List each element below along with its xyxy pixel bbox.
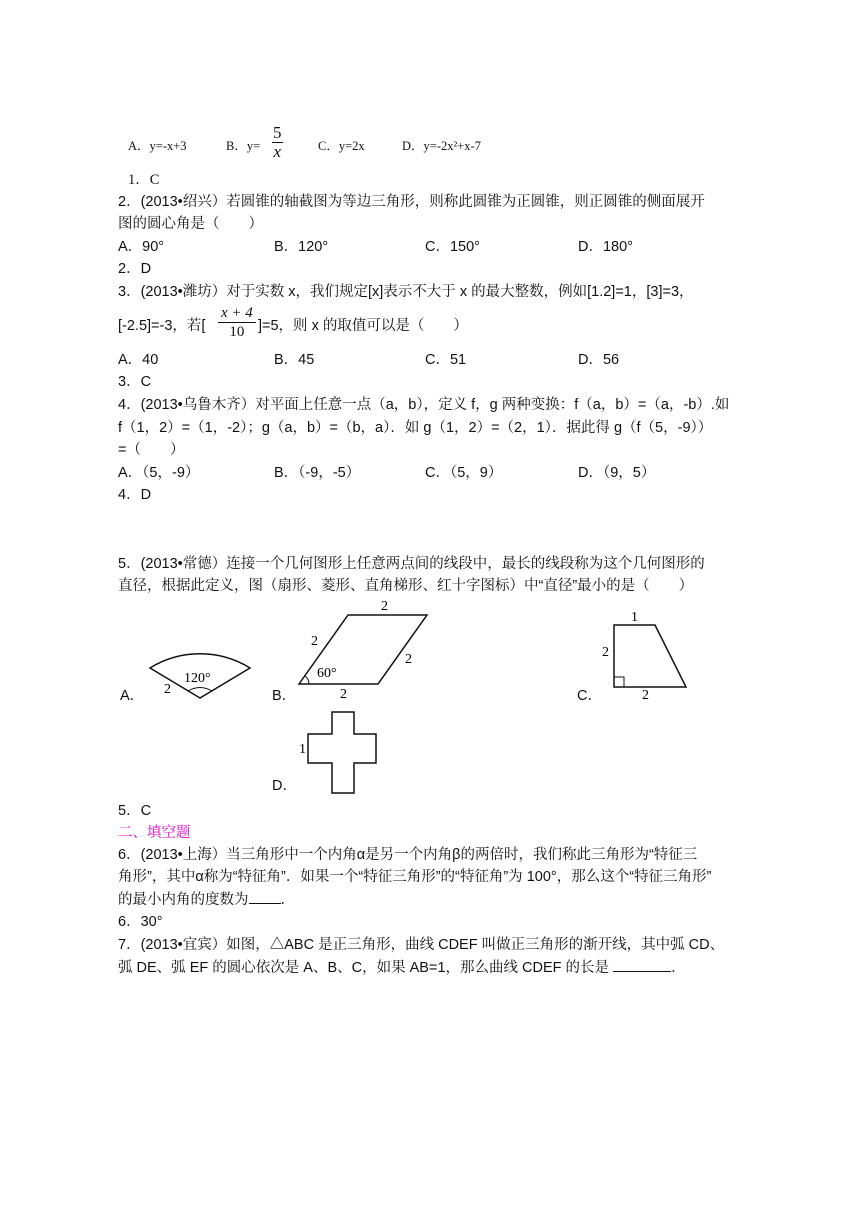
q4-option-c: C．（5，9） <box>425 465 503 481</box>
q3-answer: 3．C <box>118 374 152 390</box>
q3-option-a: A．40 <box>118 352 159 368</box>
q6-text-line3 <box>118 890 295 910</box>
q6-text-line2: 角形”，其中α称为“特征角”．如果一个“特征三角形”的“特征角”为 100°，那么这个“特征三角形” <box>118 869 712 885</box>
trapezoid-shape <box>614 625 686 687</box>
sector-side-label: 2 <box>164 682 171 697</box>
q2-option-d: D．180° <box>578 239 633 255</box>
q5-text-line1: 5．(2013•常德）连接一个几何图形上任意两点间的线段中，最长的线段称为这个几何图形的 <box>118 556 705 572</box>
q5-answer: 5．C <box>118 803 152 819</box>
q5-option-b: B． <box>272 688 297 704</box>
figure-c-trapezoid <box>598 605 698 705</box>
q6-text-line3-post: ． <box>280 892 295 908</box>
figure-d-cross <box>295 708 405 808</box>
rhombus-angle-label: 60° <box>317 666 337 681</box>
cross-shape <box>308 712 376 793</box>
q4-text-line3: =（ ） <box>118 442 185 458</box>
trapezoid-top-label: 1 <box>631 610 638 625</box>
figure-b-rhombus <box>295 595 455 702</box>
sector-angle-arc <box>188 688 212 692</box>
q7-text-line1: 7．(2013•宜宾）如图，△ABC 是正三角形，曲线 CDEF 叫做正三角形的渐开线，其中弧 CD、 <box>118 937 725 953</box>
q2-text-line2: 图的圆心角是（ ） <box>118 216 263 232</box>
q4-text-line2: f（1，2）=（1，-2）；g（a，b）=（b，a）．如 g（1，2）=（2，1）．据此得 g（f（5，-9）） <box>118 420 713 436</box>
q3-fraction <box>218 304 256 341</box>
q6-answer-blank[interactable] <box>249 903 281 904</box>
q4-text-line1: 4．(2013•乌鲁木齐）对平面上任意一点（a，b），定义 f，g 两种变换：f（a，b）=（a，-b）.如 <box>118 397 730 413</box>
q4-option-a: A．（5，-9） <box>118 465 200 481</box>
rhombus-left-label: 2 <box>311 634 318 649</box>
q3-option-c: C．51 <box>425 352 467 368</box>
q2-answer: 2．D <box>118 261 152 277</box>
q1-option-d: D．y=-2x²+x-7 <box>402 139 481 153</box>
q7-answer-blank[interactable] <box>613 971 671 972</box>
q1-answer: 1．C <box>128 172 160 188</box>
q3-option-b: B．45 <box>274 352 315 368</box>
q5-option-c: C． <box>577 688 602 704</box>
q3-option-d: D．56 <box>578 352 620 368</box>
rhombus-bottom-label: 2 <box>340 687 347 702</box>
rhombus-right-label: 2 <box>405 652 412 667</box>
q3-text-line1: 3．(2013•潍坊）对于实数 x，我们规定[x]表示不大于 x 的最大整数，例如[1.2]=1，[3]=3， <box>118 284 694 300</box>
q6-answer: 6．30° <box>118 914 163 930</box>
trapezoid-left-label: 2 <box>602 645 609 660</box>
q3-fraction-numerator: x + 4 <box>218 304 256 323</box>
q1-option-b-fraction <box>270 124 285 161</box>
q4-option-b: B．（-9，-5） <box>274 465 361 481</box>
q1-option-b-denominator: x <box>273 142 282 161</box>
q1-option-b-numerator: 5 <box>273 123 282 142</box>
q2-option-c: C．150° <box>425 239 480 255</box>
q4-answer: 4．D <box>118 487 152 503</box>
rhombus-angle-arc <box>305 676 309 684</box>
q2-option-a: A．90° <box>118 239 165 255</box>
q6-text-line1: 6．(2013•上海）当三角形中一个内角α是另一个内角β的两倍时，我们称此三角形为“特征三 <box>118 847 698 863</box>
q5-option-d: D． <box>272 778 297 794</box>
q5-text-line2: 直径，根据此定义，图（扇形、菱形、直角梯形、红十字图标）中“直径”最小的是（ ） <box>118 578 694 594</box>
q2-option-b: B．120° <box>274 239 329 255</box>
q1-option-b-prefix: B．y= <box>226 139 261 153</box>
section-heading-fill-in: 二、填空题 <box>118 825 191 841</box>
q3-fraction-denominator: 10 <box>229 324 245 340</box>
q1-option-c: C．y=2x <box>318 139 365 153</box>
q5-option-a: A． <box>120 688 145 704</box>
q7-text-line2-pre: 弧 DE、弧 EF 的圆心依次是 A、B、C，如果 AB=1，那么曲线 CDEF 的长是 <box>118 960 614 976</box>
q4-option-d: D．（9，5） <box>578 465 656 481</box>
figure-a-sector <box>140 620 260 700</box>
q2-text-line1: 2．(2013•绍兴）若圆锥的轴截图为等边三角形，则称此圆锥为正圆锥，则正圆锥的侧面展开 <box>118 194 705 210</box>
q6-text-line3-pre: 的最小内角的度数为 <box>118 892 249 908</box>
q3-text-line2-pre: [-2.5]=-3，若[ <box>118 318 206 334</box>
q3-text-line2-post: ]=5，则 x 的取值可以是（ ） <box>258 318 468 334</box>
cross-arm-label: 1 <box>299 742 306 757</box>
trapezoid-bottom-label: 2 <box>642 688 649 703</box>
q1-option-a: A．y=-x+3 <box>128 139 187 153</box>
right-angle-mark <box>614 677 624 687</box>
sector-angle-label: 120° <box>184 671 211 686</box>
q7-text-line2 <box>118 958 686 978</box>
rhombus-top-label: 2 <box>381 599 388 614</box>
q7-text-line2-post: ． <box>671 960 686 976</box>
